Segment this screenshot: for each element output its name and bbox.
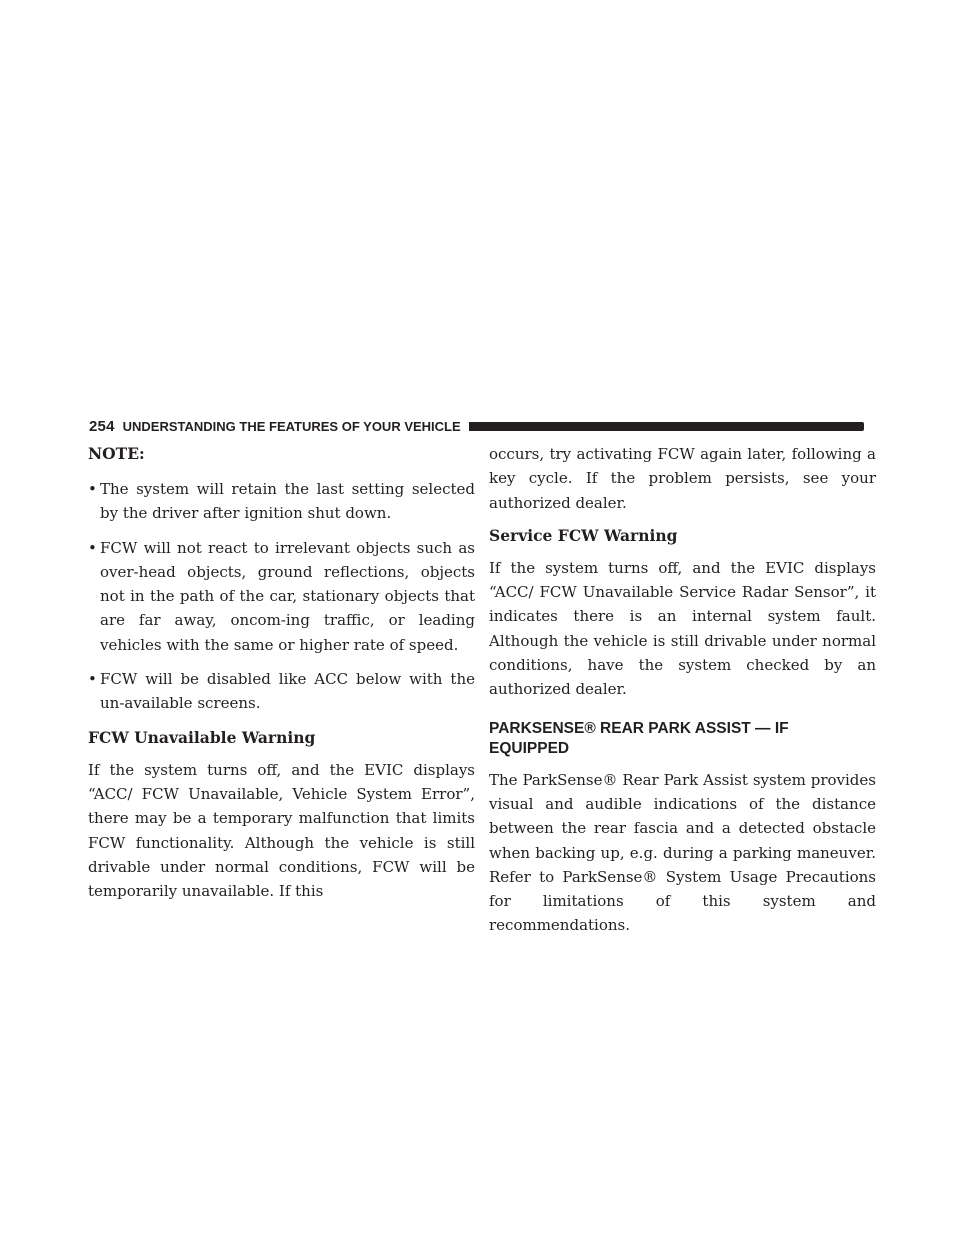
section-title: UNDERSTANDING THE FEATURES OF YOUR VEHICLE — [122, 418, 461, 434]
left-column — [88, 442, 475, 903]
bullet-text: The system will retain the last setting selected by the driver after ignition shut down. — [100, 480, 475, 523]
bullet-text: FCW will not react to irrelevant objects such as over-head objects, ground reflections, objects not in the path of the car, stationary objects that are far away, oncom-ing traffic, or leading vehicles with the same or higher rate of speed. — [100, 538, 475, 654]
list-item — [88, 667, 475, 716]
parksense-heading-line1: PARKSENSE® REAR PARK ASSIST — IF — [489, 719, 789, 737]
parksense-heading — [489, 719, 876, 759]
continued-paragraph: occurs, try activating FCW again later, following a key cycle. If the problem persists, see your authorized dealer. — [489, 445, 876, 512]
fcw-unavailable-heading: FCW Unavailable Warning — [88, 727, 316, 747]
bullet-icon: • — [88, 538, 97, 557]
parksense-paragraph: The ParkSense® Rear Park Assist system provides visual and audible indications of the distance between the rear fascia and a detected obstacle when backing up, e.g. during a parking maneuver. Refer to ParkSense® System Usage Precautions for limitations of this system and recommendations. — [489, 770, 876, 935]
list-item — [88, 477, 475, 526]
right-column — [489, 442, 876, 938]
parksense-heading-line2: EQUIPPED — [489, 739, 570, 757]
page-header — [89, 417, 864, 435]
list-item — [88, 536, 475, 657]
page-number: 254 — [89, 417, 115, 435]
note-label: NOTE: — [88, 444, 145, 463]
bullet-icon: • — [88, 670, 97, 689]
service-fcw-heading: Service FCW Warning — [489, 525, 678, 545]
bullet-text: FCW will be disabled like ACC below with the un-available screens. — [100, 670, 475, 713]
service-fcw-paragraph: If the system turns off, and the EVIC displays “ACC/ FCW Unavailable Service Radar Sensor”, it indicates there is an internal system fault. Although the vehicle is still drivable under normal conditions, have the system checked by an authorized dealer. — [489, 558, 876, 699]
bullet-icon: • — [88, 480, 97, 498]
header-rule — [469, 422, 864, 431]
fcw-unavailable-paragraph: If the system turns off, and the EVIC displays “ACC/ FCW Unavailable, Vehicle System Error”, there may be a temporary malfunction that limits FCW functionality. Although the vehicle is still drivable under normal conditions, FCW will be temporarily unavailable. If this — [88, 760, 475, 901]
